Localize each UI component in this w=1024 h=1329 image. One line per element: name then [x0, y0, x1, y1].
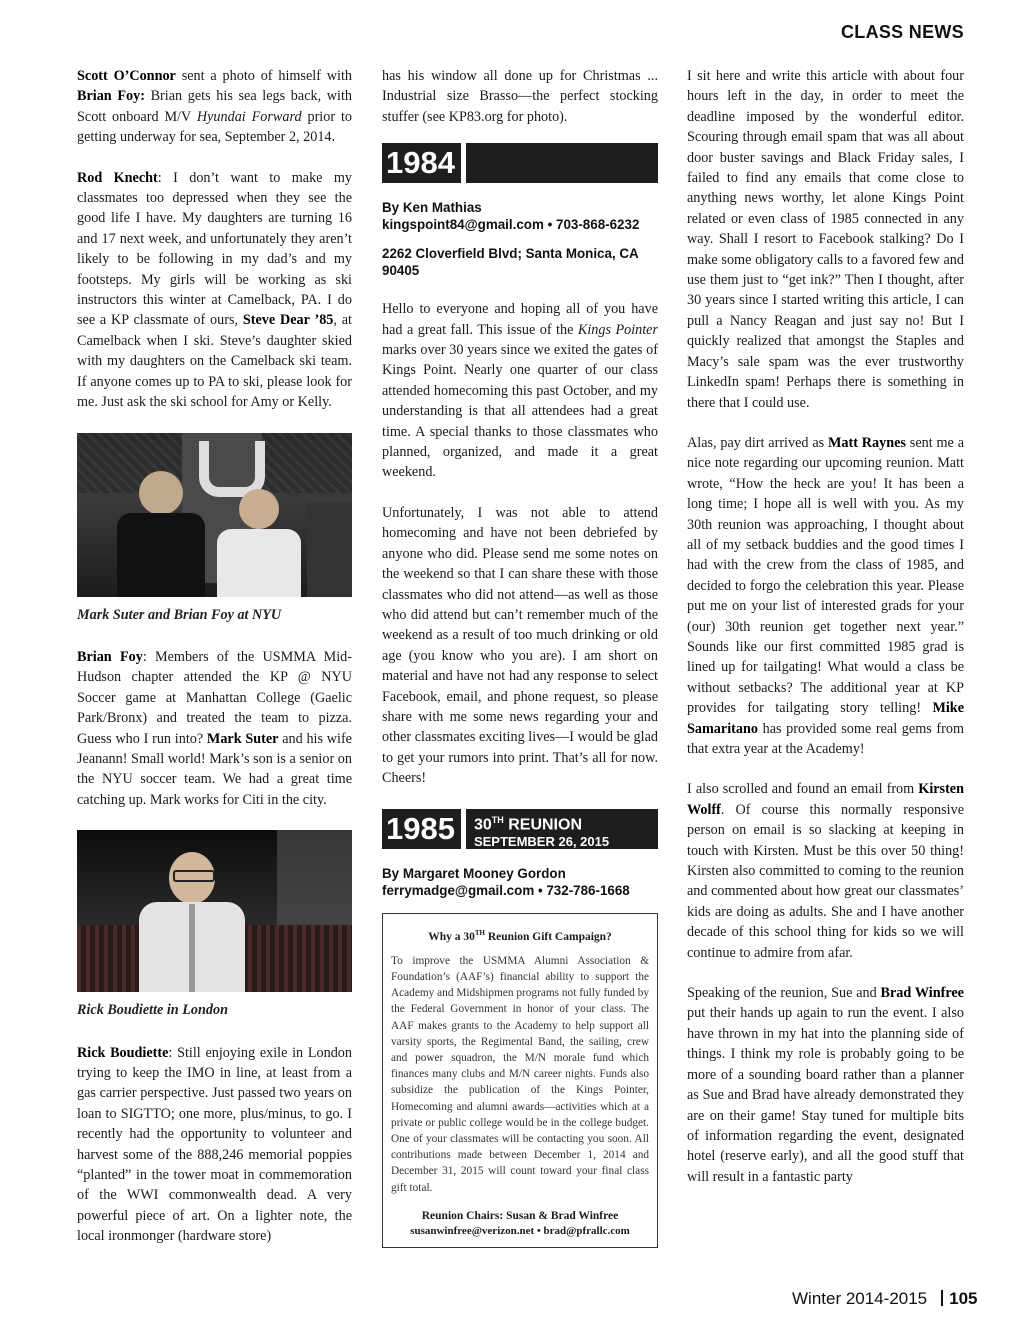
vessel-name: Hyundai Forward	[196, 108, 302, 125]
paragraph-text: . Of course this normally responsive person on email is so slacking at keeping in touch with Kirsten. Must be this over 50 thing! Kirsten also committed to coming to the reunion and commented about how great our classmates’ kids are doing as adults. She and I have another decade of this school thing for kids so we will continue to admire from afar.	[687, 801, 964, 961]
reunion-date: SEPTEMBER 26, 2015	[473, 833, 610, 849]
photo-caption: Mark Suter and Brian Foy at NYU	[77, 606, 282, 623]
byline-1985	[382, 865, 658, 899]
paragraph-foy	[77, 647, 352, 810]
paragraph-text: , at Camelback when I ski. Steve’s daughter skied with my daughters on the Camelback ski team. If anyone comes up to PA to ski, please look for me. Just ask the ski school for Amy or Kelly.	[77, 312, 352, 411]
paragraph-text: sent a photo of himself with	[175, 68, 352, 84]
paragraph-text: Speaking of the reunion, Sue and	[687, 985, 881, 1002]
paragraph-text: marks over 30 years since we exited the gates of Kings Point. Nearly one quarter of our class attended homecoming this past October, and my understanding is that all attendees had a great time. A special thanks to those classmates who planned, organized, and made it a great weekend.	[382, 342, 658, 481]
paragraph-text: prior to getting underway for sea, September 2, 2014.	[77, 108, 352, 146]
photo-boudiette	[77, 830, 352, 992]
byline-contact: ferrymadge@gmail.com • 732-786-1668	[382, 882, 630, 898]
reunion-title: 30TH REUNION	[473, 814, 582, 833]
paragraph-text: has provided some real gems from that extra year at the Academy!	[687, 720, 964, 757]
page-number: 105	[949, 1289, 978, 1308]
paragraph-1985-intro: I sit here and write this article with about four hours left in the day, in order to meet the deadline imposed by the wonderful editor. Scouring through email spam that was all about door buster savings and Black Friday sales, I failed to find any emails that come close to anything news worthy, let alone Kings Point related or even class of 1985 connected in any way. Shall I resort to Facebook stalking? Do I make some obligatory calls to a favored few and use them just to “get ink?” Then I thought, after 30 years since I started writing this article, I can pull a Nancy Reagan and just say no! But I quickly realized that amongst the Staples and Macy’s sale spam was the ever trustworthy LinkedIn spam! Perhaps there is something in there that I could use.	[687, 68, 964, 411]
name-bold: Rick Boudiette	[77, 1044, 169, 1061]
column-3	[687, 66, 964, 1187]
paragraph-wolff	[687, 779, 964, 963]
name-bold: Brian Foy:	[77, 88, 145, 105]
paragraph-text: : Members of the USMMA Mid-Hudson chapter attended the KP @ NYU Soccer game at Manhattan College (Gaelic Park/Bronx) and treated the team to pizza. Guess who I run into?	[77, 648, 352, 747]
sidebar-body: To improve the USMMA Alumni Association & Foundation’s (AAF’s) financial ability to support the Academy and Midshipmen programs not fully funded by the Federal Government in honor of your class. The AAF makes grants to the Academy to help support all varsity sports, the Regimental Band, the sailing, crew and power squadron, the M/N morale fund which finances many clubs and M/N career nights. Funds also subsidize the publication of the Kings Pointer, Homecoming and alumni awards—activities which at a private or public college would be in the college budget. One of your classmates will be contacting you soon. All contributions made between December 1, 2014 and December 31, 2015 will count toward your final class gift total.	[391, 954, 649, 1194]
paragraph-winfree	[687, 983, 964, 1187]
paragraph-text: Hello to everyone and hoping all of you have had a great fall. This issue of the	[382, 301, 658, 338]
name-bold: Kirsten Wolff	[687, 781, 964, 818]
footer-divider	[941, 1290, 943, 1306]
column-1	[77, 66, 352, 1247]
class-year-label: 1984	[382, 143, 461, 183]
paragraph-1984-intro	[382, 299, 658, 483]
paragraph-text: Alas, pay dirt arrived as	[687, 434, 829, 451]
paragraph-text: sent me a nice note regarding our upcoming reunion. Matt wrote, “How the heck are you! It has been a long time; I hope all is well with you. As my 30th reunion was approaching, I thought about all of my setback buddies and the good times I had with the crew from the class of 1985, and decided to forgo the celebration this year. Please put me on your list of interested grads for your (our) 30th reunion get together next year.” Sounds like our first committed 1985 grad is lined up for tailgating! What would a class be without setbacks? The additional year at KP provides for tailgating story telling!	[687, 434, 965, 717]
name-bold: Steve Dear ’85	[242, 312, 334, 329]
reunion-gift-sidebar	[382, 913, 658, 1248]
paragraph-text: : I don’t want to make my classmates too depressed when they see the good life I have. My daughters are turning 16 and 17 next week, and unfortunately they aren’t likely to be following in my dad’s and my footsteps. My girls will be working as ski instructors this winter at Camelback, PA. I do see a KP classmate of ours,	[77, 169, 352, 329]
class-year-banner-1984	[382, 143, 658, 183]
issue-label: Winter 2014-2015	[792, 1289, 928, 1308]
name-bold: Mike Samaritano	[687, 700, 964, 737]
paragraph-text: Brian gets his sea legs back, with Scott onboard M/V	[77, 88, 353, 125]
byline-author: By Margaret Mooney Gordon	[382, 865, 566, 881]
sidebar-emails: susanwinfree@verizon.net • brad@pfrallc.com	[410, 1224, 630, 1237]
column-2	[382, 66, 658, 1248]
paragraph-text: put their hands up again to run the event. I also have thrown in my hat into the planning side of things. I think my role is probably going to be more of a sounding board rather than a planner as Sue and Brad have already demonstrated they are on their game! Stay tuned for multiple bits of information regarding the event, designated hotel (reserve early), and all the good stuff that will result in a fantastic party	[687, 1005, 964, 1185]
name-bold: Brad Winfree	[880, 985, 964, 1002]
name-bold: Scott O’Connor	[77, 68, 176, 84]
address-1984: 2262 Cloverfield Blvd; Santa Monica, CA 90405	[382, 246, 639, 279]
publication-name: Kings Pointer	[577, 321, 658, 338]
reunion-banner	[466, 809, 658, 849]
byline-author: By Ken Mathias	[382, 200, 482, 216]
paragraph-text: : Still enjoying exile in London trying to keep the IMO in line, at least from a gas carrier perspective. Just passed two years on loan to SIGTTO; one more, plus/minus, to go. I recently had the opportunity to volunteer and harvest some of the 888,246 memorial poppies “planted” in the tower moat in commemoration of the WWI commonwealth dead. A very powerful piece of art. On a lighter note, the local ironmonger (hardware store)	[77, 1044, 352, 1245]
paragraph-text: and his wife Jeanann! Small world! Mark’s son is a senior on the NYU soccer team. We had a great time catching up. Mark works for Citi in the city.	[77, 730, 352, 808]
photo-suter-foy	[77, 433, 352, 597]
paragraph-oconnor	[77, 66, 352, 148]
byline-1984	[382, 199, 658, 233]
paragraph-knecht	[77, 168, 352, 413]
paragraph-boudiette	[77, 1043, 352, 1247]
name-bold: Rod Knecht	[77, 169, 158, 186]
sidebar-chairs: Reunion Chairs: Susan & Brad Winfree	[421, 1209, 619, 1222]
photo-caption: Rick Boudiette in London	[77, 1002, 228, 1019]
page-footer	[792, 1289, 978, 1309]
name-bold: Matt Raynes	[828, 434, 906, 451]
section-header: CLASS NEWS	[840, 22, 964, 42]
paragraph-continued: has his window all done up for Christmas ... Industrial size Brasso—the perfect stocking stuffer (see KP83.org for photo).	[382, 68, 658, 125]
byline-contact: kingspoint84@gmail.com • 703-868-6232	[382, 217, 640, 233]
paragraph-raynes	[687, 433, 964, 760]
class-year-label: 1985	[382, 809, 461, 849]
paragraph-1984-body: Unfortunately, I was not able to attend homecoming and have not been debriefed by anyone who did. Please send me some notes on the weekend so that I can share these with those classmates who did not attend—as well as those who did attend but can’t remember much of the weekend as a result of too much drinking or old age (you know who you are). I am short on material and have not had any response to select Facebook, email, and phone request, so please share with me some news regarding your and other classmates exciting lives—I would be glad to get your rumors into print. That’s all for now. Cheers!	[382, 504, 658, 787]
class-year-banner-1985	[382, 809, 658, 849]
paragraph-text: I also scrolled and found an email from	[687, 781, 919, 798]
name-bold: Mark Suter	[206, 730, 279, 747]
class-year-bar	[466, 143, 658, 183]
sidebar-title: Why a 30TH Reunion Gift Campaign?	[428, 928, 612, 943]
name-bold: Brian Foy	[77, 648, 143, 665]
